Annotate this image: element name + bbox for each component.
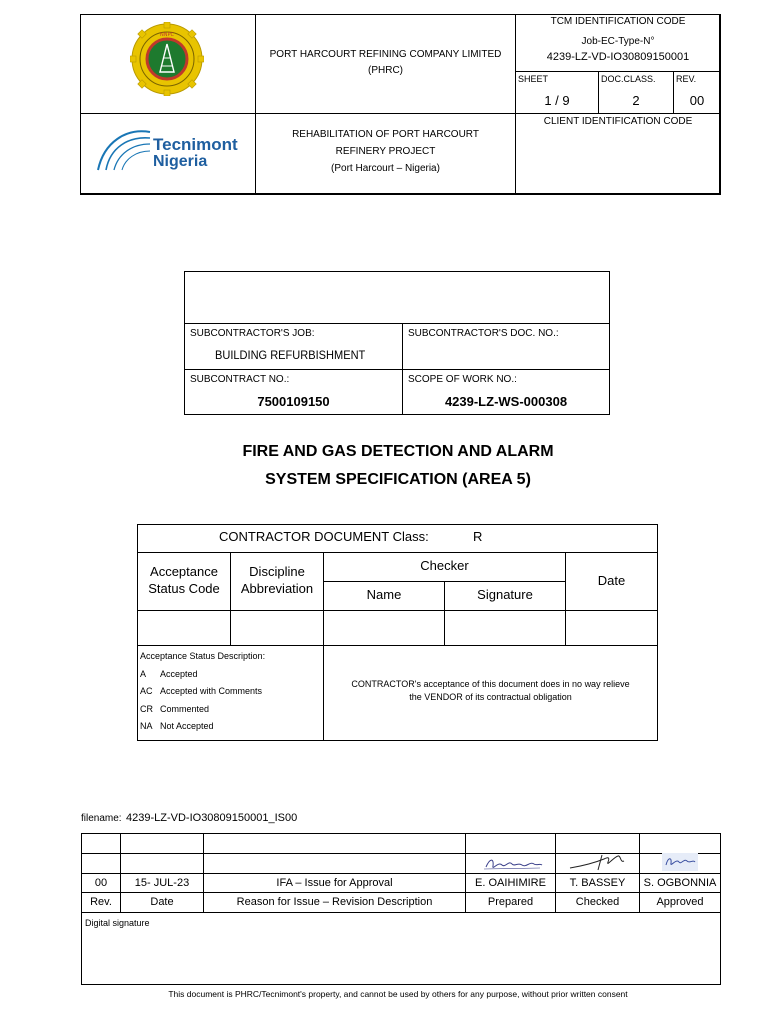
project-line-3: (Port Harcourt – Nigeria)	[331, 163, 440, 174]
status-code-cr: CR	[140, 704, 153, 714]
nnpc-logo	[130, 22, 204, 96]
status-code-a: A	[140, 669, 147, 679]
status-code-ac: AC	[140, 686, 153, 696]
contractor-note-2: the VENDOR of its contractual obligation	[409, 692, 572, 702]
col-discipline-1: Discipline	[249, 564, 305, 579]
scope-label: SCOPE OF WORK NO.:	[408, 374, 517, 385]
digital-signature-label: Digital signature	[85, 918, 150, 928]
rev-header-approved: Approved	[656, 896, 704, 908]
signature-checked	[568, 853, 628, 873]
tcm-label: TCM IDENTIFICATION CODE	[550, 16, 686, 27]
subcontract-no-value: 7500109150	[257, 394, 330, 409]
rev-header-prepared: Prepared	[487, 896, 534, 908]
contractor-class-value: R	[473, 529, 483, 544]
svg-text:NNPC: NNPC	[160, 32, 174, 38]
subcontractor-doc-no-label: SUBCONTRACTOR'S DOC. NO.:	[408, 328, 559, 339]
col-acceptance-2: Status Code	[148, 581, 220, 596]
contractor-class-label: CONTRACTOR DOCUMENT Class:	[219, 529, 429, 544]
scope-value: 4239-LZ-WS-000308	[444, 394, 568, 409]
sheet-label: SHEET	[518, 74, 549, 84]
filename-label: filename:	[81, 813, 122, 824]
rev-label: REV.	[676, 74, 697, 84]
status-desc-na: Not Accepted	[160, 721, 214, 731]
rev-value: 00	[689, 93, 705, 108]
sheet-value: 1 / 9	[544, 93, 570, 108]
title-line-1: FIRE AND GAS DETECTION AND ALARM	[242, 443, 554, 460]
col-date: Date	[597, 573, 626, 588]
signature-approved	[662, 853, 698, 871]
subcontractor-job-value: BUILDING REFURBISHMENT	[215, 348, 366, 362]
col-name: Name	[366, 587, 402, 602]
client-code-label: CLIENT IDENTIFICATION CODE	[543, 116, 693, 127]
tecnimont-logo-text-1: Tecnimont	[153, 135, 238, 154]
col-acceptance-1: Acceptance	[150, 564, 218, 579]
rev-row-prepared: E. OAIHIMIRE	[475, 877, 546, 889]
docclass-value: 2	[632, 93, 640, 108]
status-desc-ac: Accepted with Comments	[160, 686, 263, 696]
tecnimont-logo-text-2: Nigeria	[153, 153, 208, 170]
contractor-note-1: CONTRACTOR's acceptance of this document does in no way relieve	[351, 679, 630, 689]
project-line-2: REFINERY PROJECT	[335, 146, 436, 157]
title-line-2: SYSTEM SPECIFICATION (AREA 5)	[265, 471, 531, 488]
col-discipline-2: Abbreviation	[240, 581, 314, 596]
col-signature: Signature	[477, 587, 533, 602]
status-code-na: NA	[140, 721, 153, 731]
rev-row-checked: T. BASSEY	[569, 877, 626, 889]
signature-prepared	[482, 855, 544, 873]
rev-row-date: 15- JUL-23	[134, 877, 190, 889]
rev-header-reason: Reason for Issue – Revision Description	[236, 896, 433, 908]
footer-note: This document is PHRC/Tecnimont's property, and cannot be used by others for any purpose, without prior written consent	[168, 989, 628, 999]
rev-row-approved: S. OGBONNIA	[643, 877, 717, 889]
status-desc-cr: Commented	[160, 704, 210, 714]
project-line-1: REHABILITATION OF PORT HARCOURT	[292, 129, 479, 140]
tcm-type: Job-EC-Type-N°	[581, 36, 655, 47]
docclass-label: DOC.CLASS.	[601, 74, 656, 84]
col-checker: Checker	[420, 558, 469, 573]
company-name: PORT HARCOURT REFINING COMPANY LIMITED	[269, 49, 502, 60]
status-desc-a: Accepted	[160, 669, 198, 679]
subcontract-no-label: SUBCONTRACT NO.:	[190, 374, 290, 385]
rev-row-reason: IFA – Issue for Approval	[276, 877, 393, 889]
filename-value: 4239-LZ-VD-IO30809150001_IS00	[126, 812, 298, 824]
tecnimont-logo	[94, 124, 244, 174]
rev-row-rev: 00	[94, 877, 108, 889]
subcontractor-job-label: SUBCONTRACTOR'S JOB:	[190, 328, 315, 339]
rev-header-date: Date	[150, 896, 174, 908]
status-desc-label: Acceptance Status Description:	[140, 651, 266, 661]
rev-header-checked: Checked	[575, 896, 620, 908]
company-abbr: (PHRC)	[368, 65, 403, 76]
rev-header-rev: Rev.	[90, 896, 112, 908]
tcm-code: 4239-LZ-VD-IO30809150001	[546, 51, 690, 63]
